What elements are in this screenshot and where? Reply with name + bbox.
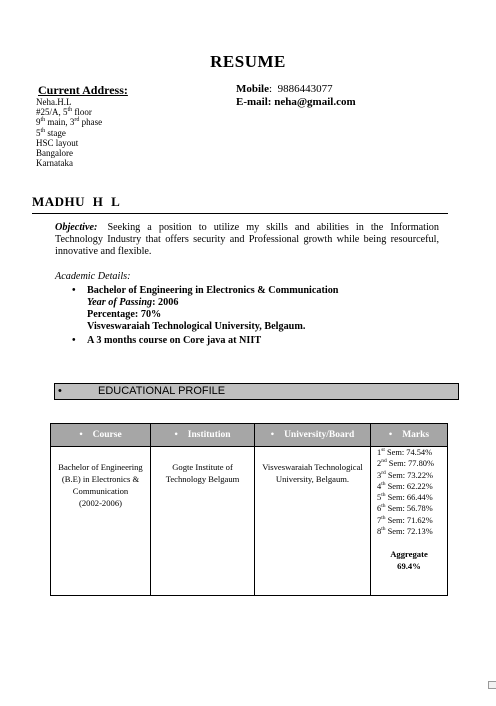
- candidate-name: MADHU H L: [32, 194, 121, 209]
- table-row: [51, 447, 448, 596]
- address-line: #25/A, 5th floor: [36, 107, 92, 118]
- email-label: E-mail: [236, 96, 268, 108]
- objective-text: Seeking a position to utilize my skills and abilities in the Information Technology Industry that offers security and Professional growth while being resourceful, innovative and flexible.: [55, 222, 439, 257]
- mark-line: 3rd Sem: 73.22%: [377, 469, 434, 480]
- bullet-icon: •: [58, 385, 62, 397]
- aggregate: [371, 548, 447, 572]
- aggregate-label: Aggregate: [390, 549, 428, 560]
- address-block: [36, 97, 102, 168]
- mobile-line: Mobile: 9886443077: [236, 83, 333, 95]
- bullet-icon: •: [72, 335, 76, 346]
- objective-paragraph: Objective: Seeking a position to utilize my skills and abilities in the Information Technology Industry that offers security and Professional growth while being resourceful, innovative and flexible.: [55, 222, 439, 257]
- mark-line: 7th Sem: 71.62%: [377, 514, 433, 525]
- mark-line: 4th Sem: 62.22%: [377, 481, 433, 491]
- education-table: [50, 423, 448, 596]
- address-line: Neha.H.L: [36, 97, 72, 107]
- address-line: HSC layout: [36, 137, 79, 148]
- mark-line: 5th Sem: 66.44%: [377, 492, 433, 503]
- university-line: Visveswaraiah Technological University, Belgaum.: [87, 321, 306, 332]
- percentage-line: Percentage: 70%: [87, 309, 162, 320]
- address-heading: Current Address:: [38, 83, 128, 97]
- email-value[interactable]: neha@gmail.com: [274, 96, 356, 108]
- objective-label: Objective: [55, 222, 95, 233]
- header-marks: • Marks: [371, 424, 448, 447]
- address-line: 5th stage: [36, 127, 66, 138]
- email-line: E-mail: neha@gmail.com: [236, 96, 356, 108]
- address-line: 9th main, 3rd phase: [36, 117, 103, 128]
- resume-title: RESUME: [210, 52, 286, 71]
- mobile-label: Mobile: [236, 83, 269, 95]
- contact-block: [236, 83, 356, 109]
- header-course: • Course: [51, 424, 151, 447]
- year-line: Year of Passing: 2006: [87, 297, 179, 308]
- degree-text: Bachelor of Engineering in Electronics & Communication: [87, 285, 339, 296]
- aggregate-value: 69.4%: [397, 561, 421, 572]
- address-line: Karnataka: [36, 158, 73, 169]
- academic-list: [72, 285, 338, 347]
- mark-line: 2nd Sem: 77.80%: [377, 458, 434, 469]
- marks-list: [371, 447, 447, 537]
- table-header-row: [51, 424, 448, 447]
- resize-handle-icon[interactable]: [488, 681, 496, 689]
- list-item: [72, 285, 338, 297]
- university-cell: Visveswaraiah Technological University, Belgaum.: [255, 447, 371, 596]
- header-institution: • Institution: [151, 424, 255, 447]
- bullet-icon: •: [174, 430, 178, 440]
- mark-line: 1st Sem: 74.54%: [377, 447, 433, 457]
- mobile-value: 9886443077: [277, 83, 333, 95]
- bullet-icon: •: [270, 430, 275, 440]
- header-university: • University/Board: [255, 424, 371, 447]
- marks-cell: [371, 447, 448, 596]
- name-divider: [32, 213, 448, 214]
- course-text: A 3 months course on Core java at NIIT: [87, 335, 262, 346]
- percentage-value: 70%: [140, 309, 162, 320]
- year-value: 2006: [158, 297, 179, 308]
- year-label: Year of Passing: [87, 297, 153, 308]
- course-cell: Bachelor of Engineering (B.E) in Electronics & Communication (2002-2006): [51, 447, 151, 596]
- mark-line: 8th Sem: 72.13%: [377, 526, 433, 537]
- section-heading: EDUCATIONAL PROFILE: [98, 385, 226, 397]
- academic-heading: Academic Details:: [55, 271, 131, 282]
- list-item: [72, 335, 338, 347]
- bullet-icon: •: [72, 285, 76, 296]
- percentage-label: Percentage: [87, 309, 135, 320]
- bullet-icon: •: [388, 430, 393, 440]
- institution-cell: Gogte Institute of Technology Belgaum: [151, 447, 255, 596]
- section-heading-bar: [54, 383, 459, 400]
- bullet-icon: •: [79, 430, 83, 440]
- address-line: Bangalore: [36, 148, 73, 159]
- mark-line: 6th Sem: 56.78%: [377, 503, 433, 514]
